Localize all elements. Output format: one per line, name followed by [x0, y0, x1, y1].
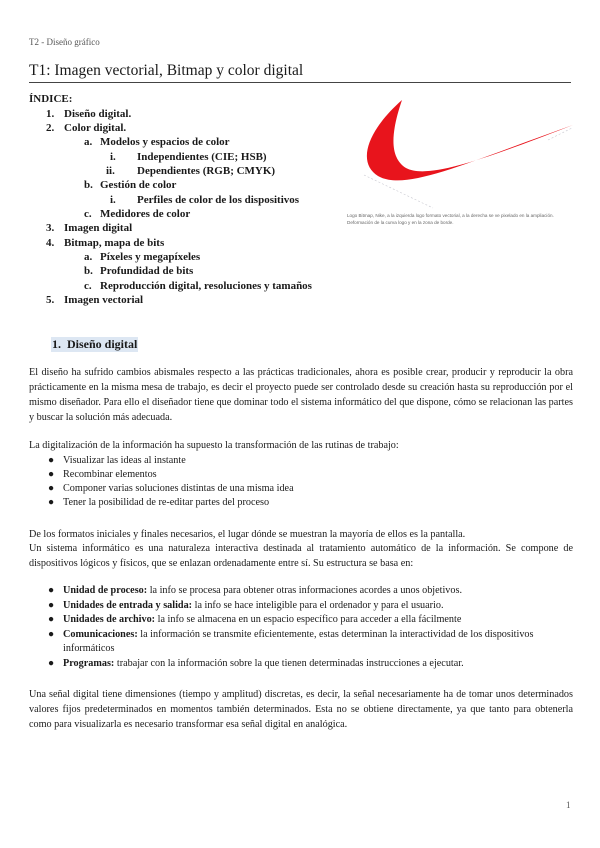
paragraph: De los formatos iniciales y finales necesarios, el lugar dónde se muestran la mayoría de ellos es la pantalla.: [29, 529, 466, 540]
toc-item: 4. Bitmap, mapa de bits: [46, 237, 165, 249]
bullet-icon: ●: [48, 497, 55, 508]
bullet-icon: ●: [48, 629, 55, 640]
toc-item: a. Modelos y espacios de color: [84, 136, 230, 148]
toc-item: c. Medidores de color: [84, 208, 191, 220]
list-item: ● Componer varias soluciones distintas de una misma idea: [48, 483, 294, 494]
paragraph: La digitalización de la información ha supuesto la transformación de las rutinas de trabajo:: [29, 440, 399, 451]
page-number: 1: [566, 800, 571, 810]
toc-item: b. Profundidad de bits: [84, 265, 194, 277]
toc-item: 3. Imagen digital: [46, 222, 133, 234]
section-heading: 1. Diseño digital: [52, 337, 138, 351]
bullet-icon: ●: [48, 469, 55, 480]
paragraph: El diseño ha sufrido cambios abismales respecto a las prácticas tradicionales, ahora es posible crear, producir y reproducir la obra prácticamente en la misma mesa de trabajo, es decir el proyecto puede ser controlado desde su creación hasta su reproducción por el mismo diseñador. Para ello el diseñador tiene que dominar todo el sistema informático del que dispone, cómo se relacionan las partes y buscar la solución más adecuada.: [29, 367, 573, 423]
swoosh-logo-image: [358, 100, 573, 210]
page-title: T1: Imagen vectorial, Bitmap y color digital: [29, 62, 571, 83]
toc-item: 5. Imagen vectorial: [46, 294, 144, 306]
swoosh-logo-icon: [358, 100, 573, 210]
list-item: ● Comunicaciones: la información se transmite eficientemente, estas determinan la interactividad de los dispositivos informáticos: [48, 629, 534, 655]
toc-item: 2. Color digital.: [46, 122, 127, 134]
list-item: ● Unidades de archivo: la info se almacena en un espacio específico para acceder a ella fácilmente: [48, 613, 573, 627]
list-item: ● Unidad de proceso: la info se procesa para obtener otras informaciones acordes a unos objetivos.: [48, 584, 573, 598]
bullet-icon: ●: [48, 614, 55, 625]
toc-item: c. Reproducción digital, resoluciones y tamaños: [84, 280, 312, 292]
paragraph: Una señal digital tiene dimensiones (tiempo y amplitud) discretas, es decir, la señal necesariamente ha de tomar unos determinados valores fijos predeterminados en momentos también determinados. Esta no se obtiene directamente, ya que tanto para obtenerla como para visualizarla es necesario transformar esa señal digital en analógica.: [29, 689, 573, 730]
bullet-icon: ●: [48, 483, 55, 494]
toc-item: i. Independientes (CIE; HSB): [110, 151, 267, 163]
toc-item: b. Gestión de color: [84, 179, 177, 191]
paragraph: Un sistema informático es una naturaleza interactiva destinada al tratamiento automático de la información. Se compone de dispositivos lógicos y físicos, que se enlazan ordenadamente entre sí. Su estructura se basa en:: [29, 543, 573, 569]
list-item: ● Recombinar elementos: [48, 469, 157, 480]
bullet-icon: ●: [48, 658, 55, 669]
figure-caption: Logo Bitmap, Nike, a la izquierda logo formato vectorial, a la derecha se ve pixelado en la ampliación. Deformación de la curva logo y en la zona de borde.: [347, 213, 554, 226]
running-header: T2 - Diseño gráfico: [29, 37, 100, 47]
list-item: ● Programas: trabajar con la información sobre la que tienen determinadas instrucciones a ejecutar.: [48, 657, 573, 671]
toc-item: a. Píxeles y megapíxeles: [84, 251, 201, 263]
bullet-icon: ●: [48, 455, 55, 466]
list-item: ● Visualizar las ideas al instante: [48, 455, 186, 466]
toc-heading: ÍNDICE:: [29, 93, 73, 105]
list-item: ● Tener la posibilidad de re-editar partes del proceso: [48, 497, 270, 508]
toc-item: 1. Diseño digital.: [46, 108, 132, 120]
list-item: ● Unidades de entrada y salida: la info se hace inteligible para el ordenador y para el usuario.: [48, 599, 573, 613]
toc-item: i. Perfiles de color de los dispositivos: [110, 194, 300, 206]
bullet-icon: ●: [48, 585, 55, 596]
bullet-icon: ●: [48, 600, 55, 611]
toc-item: ii. Dependientes (RGB; CMYK): [106, 165, 276, 177]
